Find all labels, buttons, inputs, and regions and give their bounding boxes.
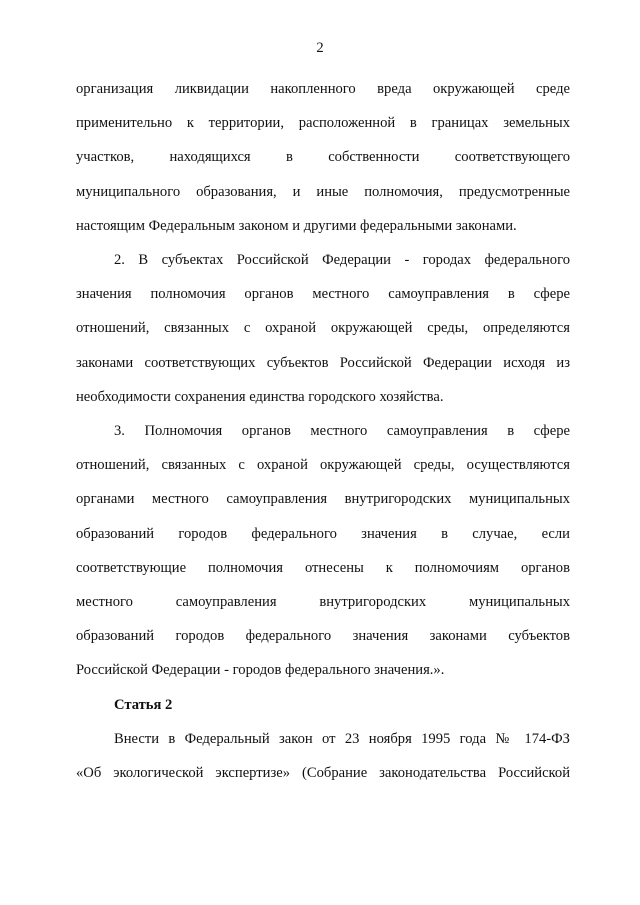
text-line: значения полномочия органов местного самоуправления в сфере [76, 286, 570, 303]
text-line: органами местного самоуправления внутригородских муниципальных [76, 491, 570, 508]
article-paragraph [76, 722, 570, 790]
page-number: 2 [316, 40, 324, 56]
text-line: применительно к территории, расположенной в границах земельных [76, 115, 570, 132]
text-line: необходимости сохранения единства городского хозяйства. [76, 388, 444, 405]
text-line: Российской Федерации - городов федерального значения.». [76, 662, 445, 679]
text-line: «Об экологической экспертизе» (Собрание законодательства Российской [76, 765, 570, 782]
article-heading: Статья 2 [114, 696, 173, 713]
text-line: законами соответствующих субъектов Российской Федерации исходя из [76, 354, 570, 371]
paragraph-continuation [76, 72, 570, 243]
text-line: участков, находящихся в собственности соответствующего [76, 149, 570, 166]
text-line: соответствующие полномочия отнесены к полномочиям органов [76, 559, 570, 576]
text-line: Внести в Федеральный закон от 23 ноября 1995 года № 174-ФЗ [114, 730, 570, 747]
paragraph-2 [76, 243, 570, 414]
text-line: организация ликвидации накопленного вреда окружающей среде [76, 81, 570, 97]
text-line: образований городов федерального значения законами субъектов [76, 628, 570, 645]
text-line: местного самоуправления внутригородских муниципальных [76, 594, 570, 611]
text-line: муниципального образования, и иные полномочия, предусмотренные [76, 183, 570, 200]
document-body [76, 72, 570, 790]
text-line: 2. В субъектах Российской Федерации - городах федерального [114, 252, 570, 269]
paragraph-3 [76, 414, 570, 688]
text-line: отношений, связанных с охраной окружающей среды, осуществляются [76, 457, 570, 474]
text-line: 3. Полномочия органов местного самоуправления в сфере [114, 423, 570, 440]
text-line: отношений, связанных с охраной окружающей среды, определяются [76, 320, 570, 337]
text-line: настоящим Федеральным законом и другими федеральными законами. [76, 217, 517, 234]
text-line: образований городов федерального значения в случае, если [76, 525, 570, 542]
